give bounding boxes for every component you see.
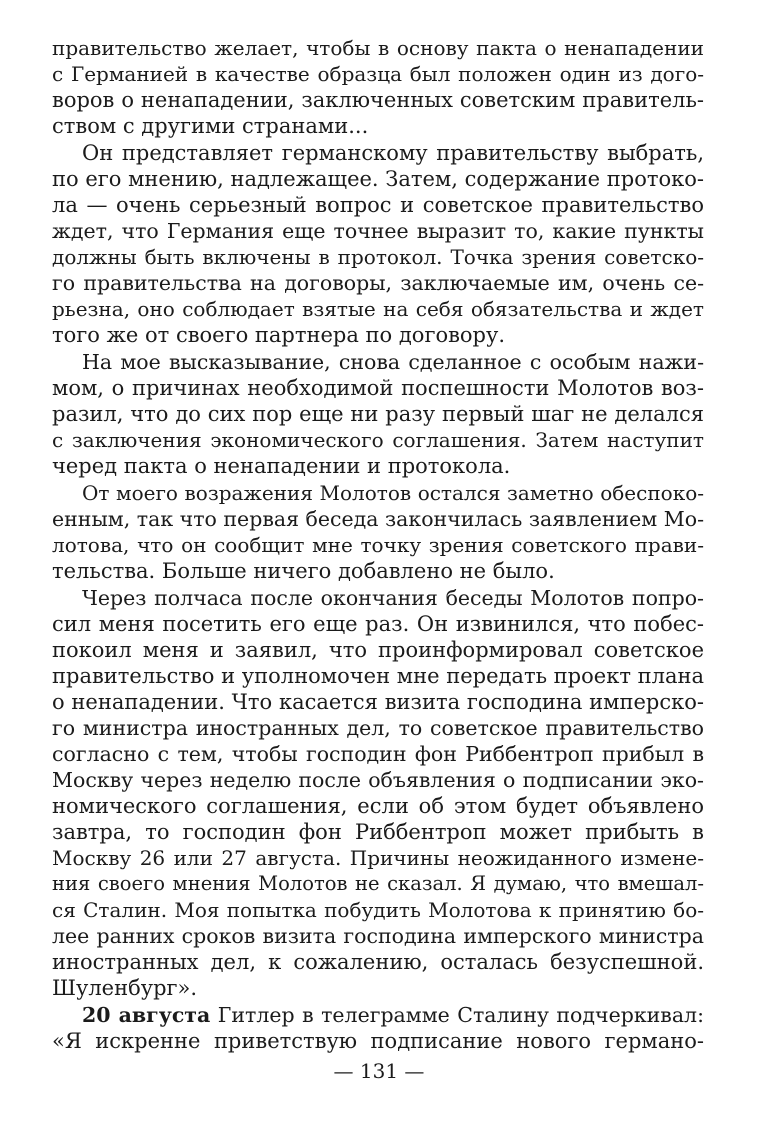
text-line: Шуленбург». [52, 976, 198, 1000]
text-line: лотова, что он сообщит мне точку зрения советского прави- [52, 533, 704, 557]
text-line: Через полчаса после окончания беседы Молотов попро- [82, 586, 704, 610]
text-line: того же от своего партнера по договору. [52, 323, 506, 347]
text-line: разил, что до сих пор еще ни разу первый шаг не делался [52, 402, 704, 426]
text-line: На мое высказывание, снова сделанное с особым нажи- [82, 350, 704, 374]
text-line: воров о ненападении, заключенных советским правитель- [52, 88, 704, 112]
text-line: От моего возражения Молотов остался заметно обеспоко- [82, 481, 704, 505]
text-line: Москву через неделю после объявления о подписании эко- [52, 768, 704, 792]
text-line: енным, так что первая беседа закончилась заявлением Мо- [52, 507, 705, 531]
text-line: го правительства на договоры, заключаемые им, очень се- [52, 271, 704, 295]
text-line-rest: Гитлер в телеграмме Сталину подчеркивал: [210, 1003, 704, 1027]
text-line: тельства. Больше ничего добавлено не было. [52, 559, 555, 583]
date-emphasis: 20 августа [82, 1003, 211, 1027]
text-line: ством с другими странами... [52, 114, 369, 138]
text-line: ся Сталин. Моя попытка побудить Молотова к принятию бо- [52, 898, 704, 922]
text-line: иностранных дел, к сожалению, осталась безуспешной. [52, 950, 704, 974]
text-line: черед пакта о ненападении и протокола. [52, 454, 511, 478]
text-line: о ненападении. Что касается визита господина имперско- [52, 690, 704, 714]
text-line: мом, о причинах необходимой поспешности Молотов воз- [52, 376, 704, 400]
text-line: с Германией в качестве образца был положен один из дого- [52, 62, 704, 86]
text-line: Он представляет германскому правительству выбрать, [82, 141, 704, 165]
text-line: «Я искренне приветствую подписание нового германо- [52, 1029, 704, 1053]
text-line: покоил меня и заявил, что проинформировал советское [52, 638, 704, 662]
text-line: лее ранних сроков визита господина имперского министра [52, 924, 704, 948]
text-line: ния своего мнения Молотов не сказал. Я думаю, что вмешал- [52, 872, 704, 895]
text-line: го министра иностранных дел, то советское правительство [52, 716, 704, 740]
text-line: ла — очень серьезный вопрос и советское правительство [52, 193, 704, 217]
text-line: ждет, что Германия еще точнее выразит то, какие пункты [52, 219, 704, 243]
text-line [82, 1002, 704, 1028]
text-line: завтра, то господин фон Риббентроп может прибыть в [52, 820, 704, 844]
text-line: по его мнению, надлежащее. Затем, содержание протоко- [52, 167, 704, 191]
page-number: — 131 — [333, 1059, 425, 1083]
text-line: правительство и уполномочен мне передать проект плана [52, 664, 704, 688]
text-line: должны быть включены в протокол. Точка зрения советско- [52, 245, 704, 269]
text-line: сил меня посетить его еще раз. Он извинился, что побес- [52, 612, 704, 636]
text-line: номического соглашения, если об этом будет объявлено [52, 794, 704, 818]
text-line: с заключения экономического соглашения. Затем наступит [52, 428, 704, 452]
text-line: согласно с тем, чтобы господин фон Риббентроп прибыл в [52, 742, 704, 766]
text-line: правительство желает, чтобы в основу пакта о ненападении [52, 36, 704, 60]
text-line: Москву 26 или 27 августа. Причины неожиданного измене- [52, 846, 704, 870]
text-line: рьезна, оно соблюдает взятые на себя обязательства и ждет [52, 297, 704, 321]
